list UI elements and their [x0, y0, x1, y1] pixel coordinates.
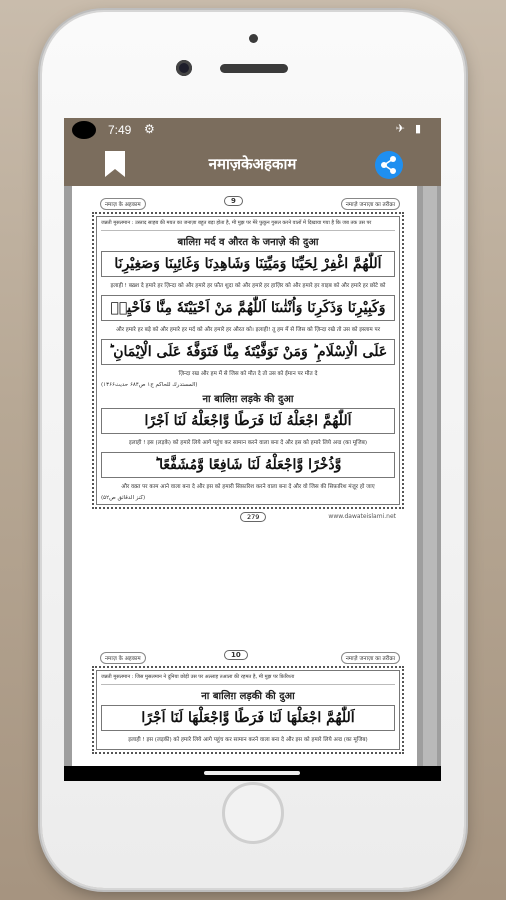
reference-citation: (كنز الدقائق ص۵۲) — [101, 495, 146, 501]
page-frame — [92, 666, 404, 754]
book-viewer[interactable] — [64, 186, 441, 766]
camera-cutout — [72, 121, 96, 139]
translation-text: इलाही ! इस (लड़की) को हमारे लिये आगे पहुंच कर सामान करने वाला बना दे और इस को हमारे लिये अज्र (का मूजिब) — [128, 737, 368, 743]
arabic-dua: عَلَى الْاِسْلَامِ ؕ وَمَنْ تَوَفَّیْتَهٗ مِنَّا فَتَوَفَّهٗ عَلَى الْاِیْمَانِ ؕ — [101, 339, 395, 365]
translation-text: और हमारे हर बड़े को और हमारे हर मर्द को और हमारे हर औरत को। इलाही! तू हम में से जिस को ज़िन्दा रखे तो उस को इस्लाम पर — [115, 327, 381, 333]
arabic-dua: اَللّٰهُمَّ اغْفِرْ لِحَیِّنَا وَمَیِّتِنَا وَشَاهِدِنَا وَغَائِبِنَا وَصَغِیْرِنَا — [101, 251, 395, 277]
airplane-icon: ✈ — [395, 122, 405, 135]
website-link: www.dawateislami.net — [328, 513, 396, 520]
system-nav-bar — [64, 766, 441, 781]
page-header-book: नमाज़ के अहकाम — [100, 652, 146, 664]
app-screen — [64, 118, 441, 781]
translation-text: इलाही ! बख़्श दे हमारे हर ज़िन्दा को और हमारे हर फ़ौत शुदा को और हमारे हर हाज़िर को और हमारे हर ग़ाइब को और हमारे हर छोटे को — [110, 283, 386, 289]
home-button[interactable] — [222, 782, 284, 844]
sensor-dot — [249, 34, 258, 43]
page-header — [92, 648, 404, 666]
book-page — [92, 194, 404, 525]
page-header-chapter: नमाज़े जनाज़ा का तरीक़ा — [341, 652, 400, 664]
page-note: जन्नती मुसलमान : उस्ताद साहब की मयत का जनाज़ा बहुत बड़ा होता है, मी मुझ पर मेरे फुकुन गुसल करने वालों में दिखाया गया है कि जब तक उस पर — [101, 220, 395, 231]
status-time: 7:49 — [108, 123, 132, 137]
section-heading: ना बालिग़ लड़के की दुआ — [202, 394, 294, 405]
arabic-dua: اَللّٰهُمَّ اجْعَلْهَا لَنَا فَرَطًا وَّاجْعَلْهَا لَنَا اَجْرًا — [101, 705, 395, 731]
page-header-chapter: नमाज़े जनाज़ा का तरीक़ा — [341, 198, 400, 210]
book-page-area — [72, 186, 417, 766]
translation-text: इलाही ! इस (लड़के) को हमारे लिये आगे पहुंच कर सामान करने वाला बना दे और इस को हमारे लिये अज्र (का मूजिब) — [128, 440, 368, 446]
app-title: नमाज़केअहकाम — [208, 155, 297, 173]
page-number: 279 — [240, 512, 266, 522]
page-header-book: नमाज़ के अहकाम — [100, 198, 146, 210]
page-header-number: 9 — [224, 196, 243, 206]
book-page — [92, 648, 404, 754]
arabic-dua: وَّذُخْرًا وَّاجْعَلْهُ لَنَا شَافِعًا وَّمُشَفَّعًا ؕ — [101, 452, 395, 478]
home-gesture-handle[interactable] — [204, 771, 300, 775]
page-header-number: 10 — [224, 650, 248, 660]
section-heading: ना बालिग़ लड़की की दुआ — [201, 691, 295, 702]
section-heading: बालिग़ मर्द व औरत के जनाज़े की दुआ — [177, 237, 319, 248]
arabic-dua: اَللّٰهُمَّ اجْعَلْهُ لَنَا فَرَطًا وَّاجْعَلْهُ لَنَا اَجْرًا — [101, 408, 395, 434]
translation-text: और वक़्त पर काम आने वाला बना दे और इस को हमारी सिफ़ारिश करने वाला बना दे और वो जिस की सिफ़ारिश मंज़ूर हो जाए — [121, 484, 375, 490]
share-button[interactable] — [375, 151, 403, 179]
front-camera — [176, 60, 192, 76]
battery-icon: ▮ — [414, 122, 421, 135]
app-toolbar — [64, 142, 441, 186]
reference-citation: (المستدرك للحاكم ج۱ ص۶۸۴ حدیث۱۳۶۶) — [101, 382, 198, 388]
page-header — [92, 194, 404, 212]
scrollbar[interactable] — [423, 186, 437, 766]
status-bar — [64, 118, 441, 142]
share-icon — [375, 151, 403, 179]
page-frame — [92, 212, 404, 509]
arabic-dua: وَكَبِیْرِنَا وَذَكَرِنَا وَاُنْثٰىنَا اَللّٰهُمَّ مَنْ اَحْیَیْتَهٗ مِنَّا فَاَحْیِهٖ — [101, 295, 395, 321]
earpiece-speaker — [220, 64, 288, 73]
page-note: जन्नती मुसलमान : जिस मुसलमान ने दुनिया छोड़ी उस पर अल्लाह तआला की रहमत है, मी मुझ पर फ़िरिश्ता — [101, 674, 395, 685]
translation-text: ज़िन्दा रख और हम में से जिस को मौत दे तो उस को ईमान पर मौत दे — [178, 371, 318, 377]
gear-icon: ⚙ — [144, 122, 155, 136]
